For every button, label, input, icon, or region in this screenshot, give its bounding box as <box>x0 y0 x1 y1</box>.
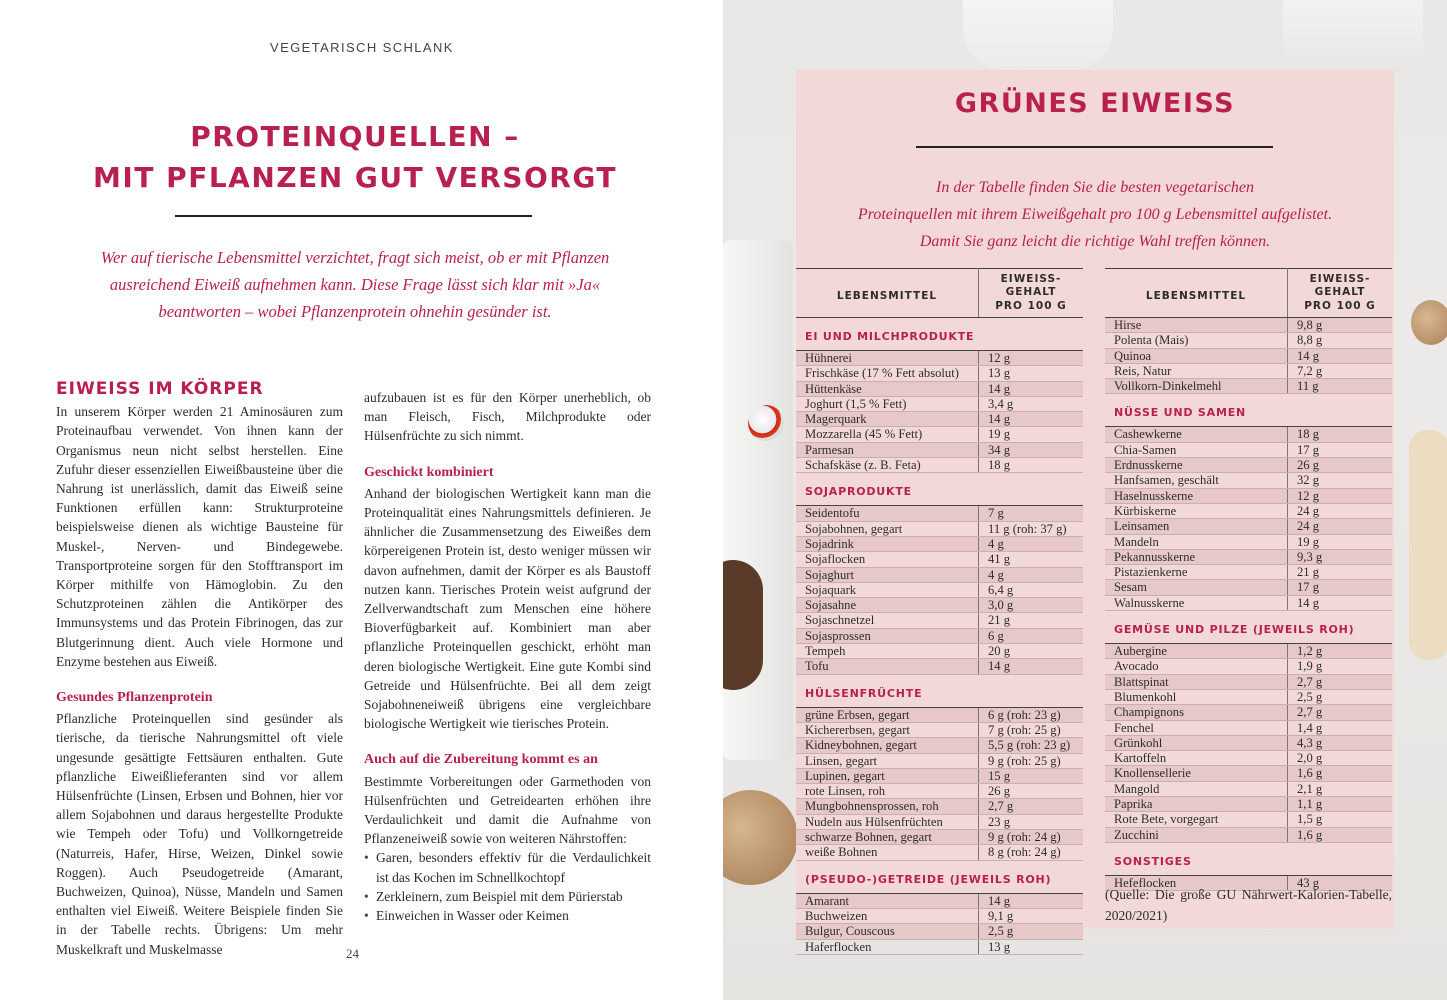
section-label: NÜSSE UND SAMEN <box>1105 394 1392 427</box>
food-name-cell: Mandeln <box>1105 534 1288 549</box>
table-row <box>796 830 1083 845</box>
protein-value-cell: 9,8 g <box>1288 318 1393 333</box>
table-row <box>796 598 1083 613</box>
food-name-cell: Lupinen, gegart <box>796 768 979 783</box>
food-name-cell: Rote Bete, vorgegart <box>1105 812 1288 827</box>
food-name-cell: Leinsamen <box>1105 519 1288 534</box>
food-name-cell: Avocado <box>1105 659 1288 674</box>
food-name-cell: Magerquark <box>796 412 979 427</box>
right-page <box>723 0 1447 1000</box>
table-row <box>796 939 1083 954</box>
food-name-cell: Erdnusskerne <box>1105 458 1288 473</box>
walnut-image <box>723 790 798 885</box>
title-line-2: MIT PFLANZEN GUT VERSORGT <box>93 161 617 194</box>
protein-value-cell: 9,1 g <box>979 908 1084 923</box>
panel-rule <box>916 146 1273 148</box>
section-heading: EIWEISS IM KÖRPER <box>56 379 264 399</box>
food-name-cell: Bulgur, Couscous <box>796 924 979 939</box>
table-row <box>1105 580 1392 595</box>
paragraph: Pflanzliche Proteinquellen sind gesünder als tierische, da tierische Nahrungsmittel oft viele ungesunde gesättigte Fettsäuren enthalten. Gute pflanzliche Eiweißlieferanten sind vor allem Hülsenfrüchte (Linsen, Erbsen und Bohnen, hier vor allem Sojabohnen und daraus hergestellte Produkte wie Tempeh oder Tofu) und Vollkorngetreide (Naturreis, Hafer, Hirse, Weizen, Dinkel sowie Roggen). Auch Pseudogetreide (Amarant, Buchweizen, Quinoa), Nüsse, Mandeln und Samen enthalten viel Eiweiß. Weitere Beispiele finden Sie in der Tabelle rechts. Übrigens: Um mehr Muskelkraft und Muskelmasse <box>56 711 343 957</box>
protein-value-cell: 12 g <box>979 351 1084 366</box>
protein-value-cell: 12 g <box>1288 488 1393 503</box>
protein-value-cell: 3,4 g <box>979 396 1084 411</box>
protein-table-left <box>796 268 1083 955</box>
table-row <box>1105 442 1392 457</box>
glass-jar-image <box>963 0 1113 70</box>
food-name-cell: rote Linsen, roh <box>796 784 979 799</box>
food-name-cell: Mangold <box>1105 781 1288 796</box>
column-header-food: LEBENSMITTEL <box>1105 269 1288 318</box>
table-row <box>796 442 1083 457</box>
food-name-cell: schwarze Bohnen, gegart <box>796 830 979 845</box>
protein-value-cell: 11 g (roh: 37 g) <box>979 521 1084 536</box>
table-row <box>796 506 1083 521</box>
table-section-header <box>796 674 1083 707</box>
table-row <box>796 458 1083 473</box>
food-name-cell: weiße Bohnen <box>796 845 979 860</box>
protein-value-cell: 5,5 g (roh: 23 g) <box>979 738 1084 753</box>
table-row <box>796 722 1083 737</box>
table-row <box>1105 797 1392 812</box>
protein-value-cell: 19 g <box>979 427 1084 442</box>
table-section-header <box>1105 611 1392 644</box>
food-name-cell: Hühnerei <box>796 351 979 366</box>
food-name-cell: Champignons <box>1105 705 1288 720</box>
food-name-cell: Sojaquark <box>796 582 979 597</box>
food-name-cell: Cashewkerne <box>1105 427 1288 442</box>
table-row <box>1105 720 1392 735</box>
protein-value-cell: 32 g <box>1288 473 1393 488</box>
protein-value-cell: 21 g <box>979 613 1084 628</box>
bullet-item: • Garen, besonders effektiv für die Verdaulichkeit ist das Kochen im Schnellkochtopf <box>364 848 651 886</box>
protein-table-right <box>1105 268 1392 891</box>
table-section-header <box>1105 842 1392 875</box>
food-name-cell: Kürbiskerne <box>1105 503 1288 518</box>
food-name-cell: Hüttenkäse <box>796 381 979 396</box>
table-row <box>796 659 1083 674</box>
protein-value-cell: 26 g <box>1288 458 1393 473</box>
bullet-item: • Einweichen in Wasser oder Keimen <box>364 906 651 925</box>
table-row <box>1105 503 1392 518</box>
food-name-cell: Vollkorn-Dinkelmehl <box>1105 379 1288 394</box>
food-name-cell: Tofu <box>796 659 979 674</box>
protein-value-cell: 14 g <box>979 659 1084 674</box>
paragraph: In unserem Körper werden 21 Aminosäuren zum Proteinaufbau verwendet. Von ihnen kann der Organismus neun nicht selbst herstellen. Eine Zufuhr dieser essenziellen Eiweißbausteine über die Nahrung ist unerlässlich, damit das Eiweiß seine Funktionen erfüllen kann: Strukturproteine beispielsweise dienen als wichtige Bausteine für Muskel-, Nerven- und Bindegewebe. Transportproteine sorgen für den Stofftransport im Körper mithilfe von Hämoglobin. Zu den Schutzproteinen zählen die Antikörper des Immunsystems und das Protein Fibrinogen, das zur Blutgerinnung dient. Auch viele Hormone und Enzyme bestehen aus Eiweiß. <box>56 404 343 669</box>
protein-value-cell: 8 g (roh: 24 g) <box>979 845 1084 860</box>
page-title <box>60 116 650 198</box>
protein-value-cell: 2,7 g <box>979 799 1084 814</box>
bullet-list <box>364 848 651 925</box>
table-row <box>1105 318 1392 333</box>
table-row <box>1105 565 1392 580</box>
protein-value-cell: 13 g <box>979 939 1084 954</box>
protein-value-cell: 4 g <box>979 536 1084 551</box>
food-name-cell: Sojabohnen, gegart <box>796 521 979 536</box>
protein-value-cell: 4,3 g <box>1288 735 1393 750</box>
protein-value-cell: 14 g <box>979 412 1084 427</box>
table-row <box>1105 689 1392 704</box>
table-row <box>796 644 1083 659</box>
title-rule <box>175 215 532 217</box>
table-row <box>1105 473 1392 488</box>
protein-value-cell: 18 g <box>979 458 1084 473</box>
food-name-cell: Sojasahne <box>796 598 979 613</box>
table-row <box>796 753 1083 768</box>
food-name-cell: Sojaflocken <box>796 552 979 567</box>
food-name-cell: Pistazienkerne <box>1105 565 1288 580</box>
food-name-cell: Blumenkohl <box>1105 689 1288 704</box>
source-note: (Quelle: Die große GU Nährwert-Kalorien-Tabelle, 2020/2021) <box>1105 887 1392 923</box>
food-name-cell: Aubergine <box>1105 644 1288 659</box>
table-row <box>1105 379 1392 394</box>
protein-value-cell: 7 g (roh: 25 g) <box>979 722 1084 737</box>
column-header-line: PRO 100 G <box>995 299 1067 312</box>
food-name-cell: Parmesan <box>796 442 979 457</box>
food-name-cell: Chia-Samen <box>1105 442 1288 457</box>
food-name-cell: Polenta (Mais) <box>1105 333 1288 348</box>
paragraph: aufzubauen ist es für den Körper unerheblich, ob man Fleisch, Fisch, Milchprodukte oder Hülsenfrüchte zu sich nimmt. <box>364 390 651 444</box>
table-section-header <box>796 473 1083 506</box>
protein-value-cell: 1,9 g <box>1288 659 1393 674</box>
text-column-1 <box>56 380 343 959</box>
subheading: Geschickt kombiniert <box>364 464 494 480</box>
column-header-protein <box>1288 269 1393 318</box>
table-row <box>796 536 1083 551</box>
section-label: EI UND MILCHPRODUKTE <box>796 318 1083 351</box>
table-row <box>796 427 1083 442</box>
protein-value-cell: 2,1 g <box>1288 781 1393 796</box>
table-row <box>1105 595 1392 610</box>
food-name-cell: Kartoffeln <box>1105 751 1288 766</box>
table-row <box>1105 781 1392 796</box>
protein-value-cell: 9 g (roh: 25 g) <box>979 753 1084 768</box>
food-name-cell: Sojadrink <box>796 536 979 551</box>
protein-value-cell: 1,6 g <box>1288 766 1393 781</box>
protein-value-cell: 14 g <box>1288 348 1393 363</box>
table-row <box>1105 534 1392 549</box>
table-row <box>1105 659 1392 674</box>
table-row <box>796 924 1083 939</box>
table-row <box>796 893 1083 908</box>
table-row <box>1105 827 1392 842</box>
protein-value-cell: 15 g <box>979 768 1084 783</box>
protein-value-cell: 7 g <box>979 506 1084 521</box>
protein-value-cell: 17 g <box>1288 580 1393 595</box>
table-row <box>796 784 1083 799</box>
protein-value-cell: 6,4 g <box>979 582 1084 597</box>
protein-value-cell: 26 g <box>979 784 1084 799</box>
table-row <box>1105 705 1392 720</box>
food-name-cell: Grünkohl <box>1105 735 1288 750</box>
protein-value-cell: 43 g <box>1288 875 1393 890</box>
table-row <box>1105 812 1392 827</box>
table-row <box>1105 519 1392 534</box>
table-row <box>1105 488 1392 503</box>
protein-value-cell: 14 g <box>979 893 1084 908</box>
protein-value-cell: 34 g <box>979 442 1084 457</box>
food-name-cell: Pekannusskerne <box>1105 549 1288 564</box>
table-row <box>796 412 1083 427</box>
table-row <box>1105 735 1392 750</box>
food-name-cell: Fenchel <box>1105 720 1288 735</box>
table-row <box>1105 674 1392 689</box>
text-column-2 <box>364 388 651 925</box>
section-label: GEMÜSE UND PILZE (JEWEILS ROH) <box>1105 611 1392 644</box>
protein-value-cell: 13 g <box>979 366 1084 381</box>
protein-value-cell: 24 g <box>1288 519 1393 534</box>
protein-value-cell: 7,2 g <box>1288 363 1393 378</box>
food-name-cell: Mozzarella (45 % Fett) <box>796 427 979 442</box>
protein-value-cell: 11 g <box>1288 379 1393 394</box>
panel-intro-line: In der Tabelle finden Sie die besten vegetarischen <box>936 179 1254 196</box>
table-section-header <box>796 318 1083 351</box>
table-row <box>796 908 1083 923</box>
food-name-cell: Hanfsamen, geschält <box>1105 473 1288 488</box>
table-row <box>1105 458 1392 473</box>
protein-value-cell: 18 g <box>1288 427 1393 442</box>
table-row <box>796 582 1083 597</box>
protein-value-cell: 41 g <box>979 552 1084 567</box>
table-row <box>796 381 1083 396</box>
table-row <box>1105 549 1392 564</box>
section-label: HÜLSENFRÜCHTE <box>796 674 1083 707</box>
column-header-food: LEBENSMITTEL <box>796 269 979 318</box>
table-row <box>1105 766 1392 781</box>
food-name-cell: Reis, Natur <box>1105 363 1288 378</box>
food-name-cell: Kidneybohnen, gegart <box>796 738 979 753</box>
wooden-bowl-image <box>723 560 763 690</box>
food-name-cell: Zucchini <box>1105 827 1288 842</box>
food-name-cell: Sojasprossen <box>796 628 979 643</box>
food-name-cell: Joghurt (1,5 % Fett) <box>796 396 979 411</box>
protein-value-cell: 3,0 g <box>979 598 1084 613</box>
food-name-cell: Knollensellerie <box>1105 766 1288 781</box>
protein-value-cell: 1,5 g <box>1288 812 1393 827</box>
protein-value-cell: 1,1 g <box>1288 797 1393 812</box>
protein-value-cell: 19 g <box>1288 534 1393 549</box>
table-row <box>796 552 1083 567</box>
protein-value-cell: 1,4 g <box>1288 720 1393 735</box>
protein-table-panel <box>796 70 1394 954</box>
food-name-cell: Sesam <box>1105 580 1288 595</box>
subheading: Gesundes Pflanzenprotein <box>56 690 213 706</box>
table-row <box>796 396 1083 411</box>
table-row <box>796 814 1083 829</box>
food-name-cell: Blattspinat <box>1105 674 1288 689</box>
protein-value-cell: 23 g <box>979 814 1084 829</box>
table-section-header <box>796 860 1083 893</box>
food-name-cell: Schafskäse (z. B. Feta) <box>796 458 979 473</box>
protein-value-cell: 2,5 g <box>979 924 1084 939</box>
food-name-cell: Hirse <box>1105 318 1288 333</box>
table-row <box>1105 363 1392 378</box>
food-name-cell: Quinoa <box>1105 348 1288 363</box>
table-row <box>1105 644 1392 659</box>
running-head: VEGETARISCH SCHLANK <box>270 40 454 55</box>
table-row <box>1105 348 1392 363</box>
subheading: Auch auf die Zubereitung kommt es an <box>364 752 598 768</box>
left-page <box>0 0 723 1000</box>
protein-value-cell: 24 g <box>1288 503 1393 518</box>
cashew-image <box>1409 430 1447 660</box>
table-row <box>796 613 1083 628</box>
protein-value-cell: 17 g <box>1288 442 1393 457</box>
page-number: 24 <box>346 946 359 961</box>
protein-value-cell: 9,3 g <box>1288 549 1393 564</box>
protein-value-cell: 14 g <box>979 381 1084 396</box>
table-row <box>796 799 1083 814</box>
protein-value-cell: 6 g <box>979 628 1084 643</box>
food-name-cell: Linsen, gegart <box>796 753 979 768</box>
food-name-cell: Mungbohnensprossen, roh <box>796 799 979 814</box>
panel-title: GRÜNES EIWEISS <box>954 88 1236 119</box>
food-name-cell: Tempeh <box>796 644 979 659</box>
food-name-cell: Sojaghurt <box>796 567 979 582</box>
food-name-cell: Walnusskerne <box>1105 595 1288 610</box>
table-row <box>796 366 1083 381</box>
food-name-cell: Haferflocken <box>796 939 979 954</box>
food-name-cell: Frischkäse (17 % Fett absolut) <box>796 366 979 381</box>
glass-image <box>1283 0 1423 72</box>
food-name-cell: Kichererbsen, gegart <box>796 722 979 737</box>
table-section-header <box>1105 394 1392 427</box>
food-name-cell: grüne Erbsen, gegart <box>796 707 979 722</box>
panel-intro <box>816 174 1374 255</box>
protein-value-cell: 14 g <box>1288 595 1393 610</box>
intro-text: Wer auf tierische Lebensmittel verzichtet, fragt sich meist, ob er mit Pflanzen ausreichend Eiweiß aufnehmen kann. Diese Frage lässt sich klar mit »Ja« beantworten – wobei Pflanzenprotein ohnehin gesünder ist. <box>100 248 610 321</box>
section-label: SOJAPRODUKTE <box>796 473 1083 506</box>
protein-value-cell: 9 g (roh: 24 g) <box>979 830 1084 845</box>
paragraph: Anhand der biologischen Wertigkeit kann man die Proteinqualität eines Nahrungsmittels definieren. Je ähnlicher die Zusammensetzung des Eiweißes dem körpereigenen Protein ist, desto weniger müssen wir davon aufnehmen, damit der Körper es als Baustoff nutzen kann. Tierisches Protein weist aufgrund der Zellverwandtschaft zum Menschen eine höhere Bioverfügbarkeit auf. Kombiniert man aber pflanzliche Proteinquellen geschickt, erhöht man deren biologische Wertigkeit. Eine gute Kombi sind Getreide und Hülsenfrüchte. Bei all dem zeigt Sojabohneneiweiß übrigens eine vergleichbare biologische Wertigkeit wie tierisches Protein. <box>364 485 651 732</box>
food-name-cell: Haselnusskerne <box>1105 488 1288 503</box>
table-row <box>1105 427 1392 442</box>
protein-value-cell: 1,2 g <box>1288 644 1393 659</box>
panel-intro-line: Damit Sie ganz leicht die richtige Wahl treffen können. <box>919 233 1271 250</box>
column-header-line: EIWEISS- <box>1000 272 1062 285</box>
bullet-item: • Zerkleinern, zum Beispiel mit dem Pürierstab <box>364 887 651 906</box>
panel-intro-line: Proteinquellen mit ihrem Eiweißgehalt pro 100 g Lebensmittel aufgelistet. <box>857 206 1333 223</box>
table-row <box>796 738 1083 753</box>
table-row <box>1105 333 1392 348</box>
table-row <box>796 567 1083 582</box>
table-row <box>796 707 1083 722</box>
protein-value-cell: 6 g (roh: 23 g) <box>979 707 1084 722</box>
food-name-cell: Paprika <box>1105 797 1288 812</box>
protein-value-cell: 8,8 g <box>1288 333 1393 348</box>
section-label: (PSEUDO-)GETREIDE (JEWEILS ROH) <box>796 860 1083 893</box>
protein-value-cell: 2,0 g <box>1288 751 1393 766</box>
protein-value-cell: 2,7 g <box>1288 705 1393 720</box>
section-label: SONSTIGES <box>1105 842 1392 875</box>
paragraph: Bestimmte Vorbereitungen oder Garmethoden von Hülsenfrüchten und Getreidearten erhöhen ihre Verdaulichkeit und damit die Aufnahme von Pflanzeneiweiß sowie von weiteren Nährstoffen: <box>364 773 651 847</box>
column-header-protein <box>979 269 1084 318</box>
protein-value-cell: 4 g <box>979 567 1084 582</box>
table-row <box>796 845 1083 860</box>
food-name-cell: Seidentofu <box>796 506 979 521</box>
food-name-cell: Buchweizen <box>796 908 979 923</box>
protein-value-cell: 2,5 g <box>1288 689 1393 704</box>
column-header-line: PRO 100 G <box>1304 299 1376 312</box>
table-row <box>1105 751 1392 766</box>
table-row <box>796 521 1083 536</box>
walnut-image <box>1411 300 1447 345</box>
food-name-cell: Nudeln aus Hülsenfrüchten <box>796 814 979 829</box>
column-header-line: GEHALT <box>1005 286 1057 299</box>
protein-value-cell: 2,7 g <box>1288 674 1393 689</box>
food-name-cell: Sojaschnetzel <box>796 613 979 628</box>
food-name-cell: Hefeflocken <box>1105 875 1288 890</box>
table-row <box>796 351 1083 366</box>
column-header-line: EIWEISS- <box>1309 272 1371 285</box>
title-line-1: PROTEINQUELLEN – <box>190 120 520 153</box>
table-row <box>796 628 1083 643</box>
bottle-cap-image <box>748 405 784 441</box>
protein-value-cell: 1,6 g <box>1288 827 1393 842</box>
protein-value-cell: 21 g <box>1288 565 1393 580</box>
protein-value-cell: 20 g <box>979 644 1084 659</box>
food-name-cell: Amarant <box>796 893 979 908</box>
table-row <box>796 768 1083 783</box>
column-header-line: GEHALT <box>1314 286 1366 299</box>
